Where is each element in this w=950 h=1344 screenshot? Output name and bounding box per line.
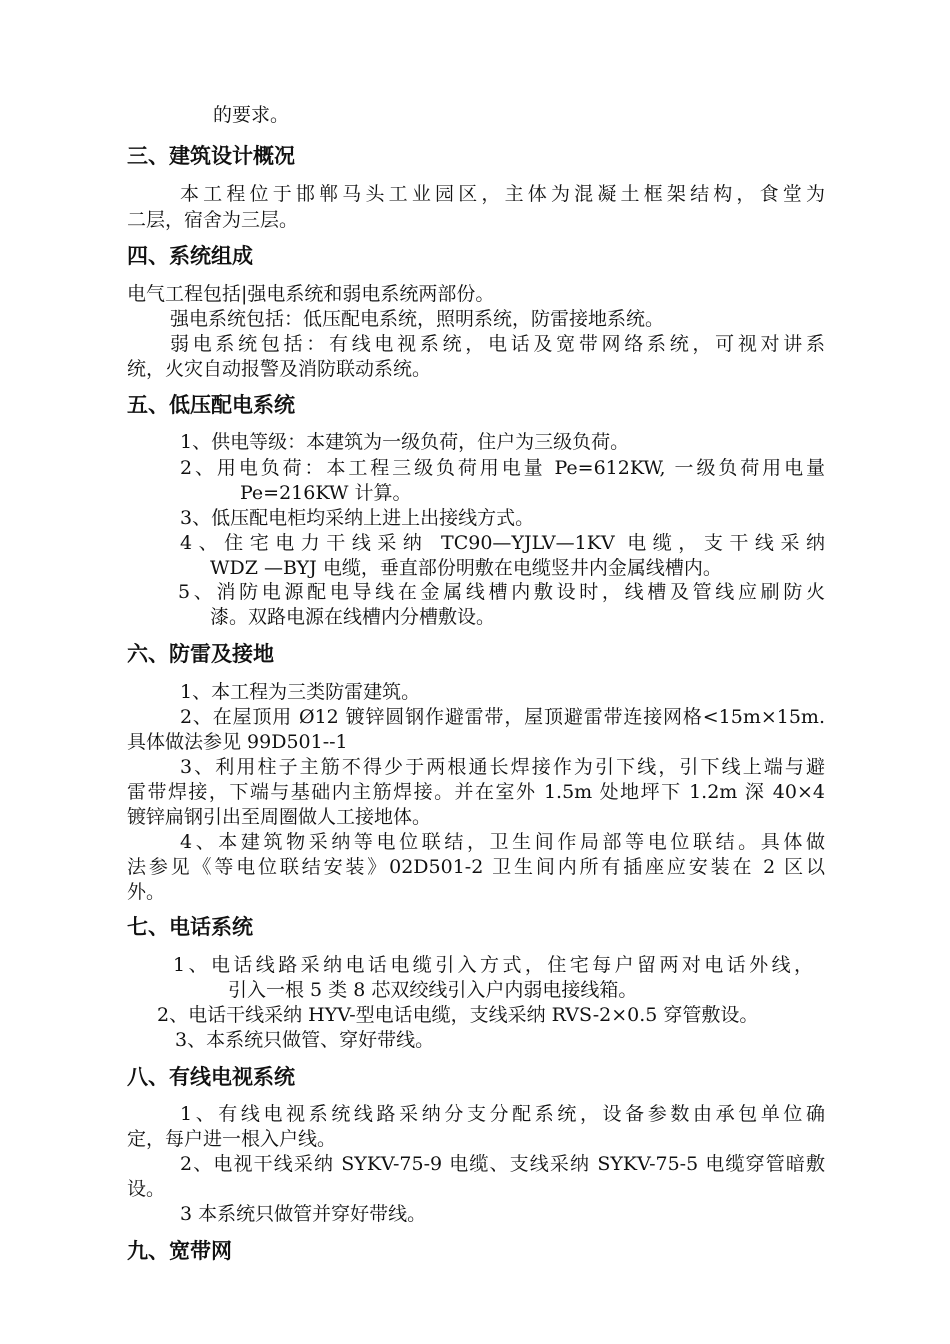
text-line: 设。 bbox=[127, 1178, 166, 1200]
text-line: 3、利用柱子主筋不得少于两根通长焊接作为引下线，引下线上端与避 bbox=[180, 756, 825, 778]
text-line: Pe=216KW 计算。 bbox=[240, 482, 412, 504]
text-line: 2、电话干线采纳 HYV-型电话电缆，支线采纳 RVS-2×0.5 穿管敷设。 bbox=[157, 1004, 759, 1026]
text-line: 法参见《等电位联结安装》02D501-2 卫生间内所有插座应安装在 2 区以 bbox=[127, 856, 825, 878]
section-heading: 五、低压配电系统 bbox=[127, 393, 295, 417]
text-line: WDZ —BYJ 电缆，垂直部份明敷在电缆竖井内金属线槽内。 bbox=[210, 557, 722, 579]
text-line: 2、用电负荷：本工程三级负荷用电量 Pe=612KW, 一级负荷用电量 bbox=[180, 457, 825, 479]
text-line: 漆。双路电源在线槽内分槽敷设。 bbox=[210, 606, 496, 628]
section-heading: 九、宽带网 bbox=[127, 1239, 232, 1263]
text-line: 的要求。 bbox=[213, 104, 290, 126]
section-heading: 八、有线电视系统 bbox=[127, 1065, 295, 1089]
section-heading: 七、电话系统 bbox=[127, 915, 253, 939]
text-line: 2、电视干线采纳 SYKV-75-9 电缆、支线采纳 SYKV-75-5 电缆穿管暗敷 bbox=[180, 1153, 825, 1175]
text-line: 定，每户进一根入户线。 bbox=[127, 1128, 337, 1150]
text-line: 1、供电等级：本建筑为一级负荷，住户为三级负荷。 bbox=[180, 431, 630, 453]
text-line: 外。 bbox=[127, 881, 166, 903]
text-line: 5、消防电源配电导线在金属线槽内敷设时，线槽及管线应刷防火 bbox=[178, 581, 825, 603]
text-line: 强电系统包括：低压配电系统，照明系统，防雷接地系统。 bbox=[170, 308, 665, 330]
text-line: 2、在屋顶用 Ø12 镀锌圆钢作避雷带，屋顶避雷带连接网格<15m×15m. bbox=[180, 706, 825, 728]
text-line: 弱电系统包括：有线电视系统，电话及宽带网络系统，可视对讲系 bbox=[170, 333, 825, 355]
text-line: 电气工程包括|强电系统和弱电系统两部份。 bbox=[127, 283, 495, 305]
text-line: 3、本系统只做管、穿好带线。 bbox=[175, 1029, 435, 1051]
text-line: 3 本系统只做管并穿好带线。 bbox=[180, 1203, 427, 1225]
text-line: 二层，宿舍为三层。 bbox=[127, 209, 299, 231]
text-line: 3、低压配电柜均采纳上进上出接线方式。 bbox=[180, 507, 535, 529]
text-line: 1、电话线路采纳电话电缆引入方式，住宅每户留两对电话外线， bbox=[173, 954, 813, 976]
text-line: 引入一根 5 类 8 芯双绞线引入户内弱电接线箱。 bbox=[228, 979, 638, 1001]
text-line: 1、本工程为三类防雷建筑。 bbox=[180, 681, 421, 703]
text-line: 1、有线电视系统线路采纳分支分配系统，设备参数由承包单位确 bbox=[180, 1103, 825, 1125]
text-line: 统，火灾自动报警及消防联动系统。 bbox=[127, 358, 432, 380]
section-heading: 六、防雷及接地 bbox=[127, 642, 274, 666]
text-line: 4、住宅电力干线采纳 TC90—YJLV—1KV 电缆，支干线采纳 bbox=[180, 532, 825, 554]
section-heading: 三、建筑设计概况 bbox=[127, 144, 295, 168]
text-line: 镀锌扁钢引出至周圈做人工接地体。 bbox=[127, 806, 432, 828]
text-line: 具体做法参见 99D501--1 bbox=[127, 731, 348, 753]
section-heading: 四、系统组成 bbox=[127, 244, 253, 268]
text-line: 雷带焊接，下端与基础内主筋焊接。并在室外 1.5m 处地坪下 1.2m 深 40×4 bbox=[127, 781, 825, 803]
text-line: 本工程位于邯郸马头工业园区，主体为混凝土框架结构，食堂为 bbox=[180, 183, 825, 205]
text-line: 4、本建筑物采纳等电位联结，卫生间作局部等电位联结。具体做 bbox=[180, 831, 825, 853]
